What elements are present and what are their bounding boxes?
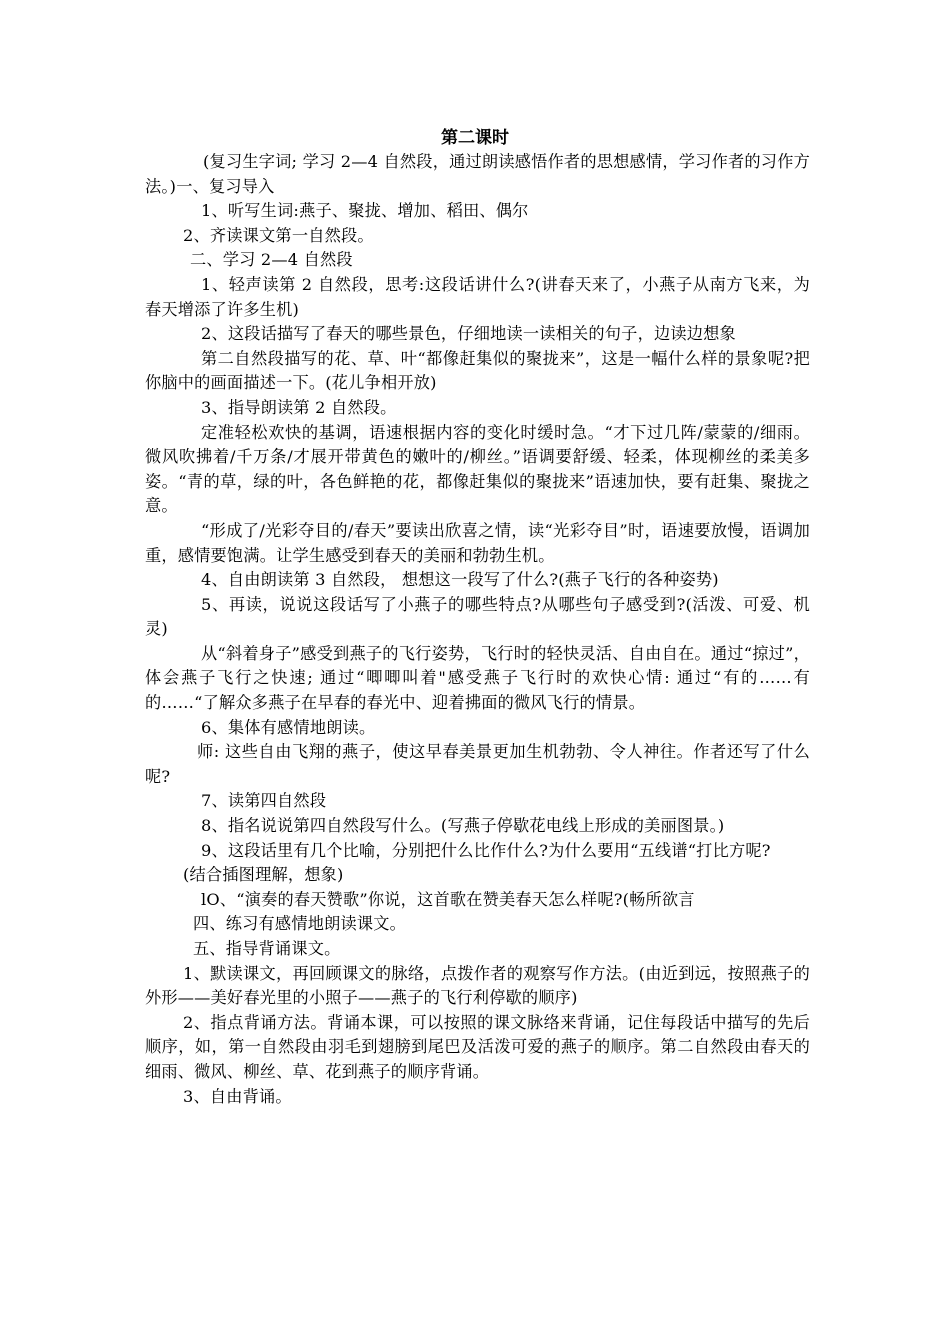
paragraph: 二、学习 2—4 自然段 [190, 250, 353, 270]
paragraph: 5、再读，说说这段话写了小燕子的哪些特点?从哪些句子感受到?(活泼、可爱、机灵) [145, 594, 810, 639]
paragraph: 6、集体有感情地朗读。 [201, 717, 376, 737]
lesson-title: 第二课时 [441, 128, 509, 148]
paragraph: 2、指点背诵方法。背诵本课，可以按照的课文脉络来背诵，记住每段话中描写的先后顺序，如，第一自然段由羽毛到翅膀到尾巴及活泼可爱的燕子的顺序。第二自然段由春天的细雨、微风、柳丝、草、花到燕子的顺序背诵。 [145, 1012, 810, 1081]
paragraph: 从“斜着身子”感受到燕子的飞行姿势，飞行时的轻快灵活、自由自在。通过“掠过”，体会燕子飞行之快速; 通过“唧唧叫着"感受燕子飞行时的欢快心情: 通过“有的……有的……“了解众多燕子在早春的春光中、迎着拂面的微风飞行的情景。 [145, 643, 810, 713]
paragraph: 师: 这些自由飞翔的燕子，使这早春美景更加生机勃勃、令人神往。作者还写了什么呢? [145, 742, 810, 786]
paragraph: lO、“演奏的春天赞歌”你说，这首歌在赞美春天怎么样呢?(畅所欲言 [201, 889, 695, 909]
paragraph: (复习生字词; 学习 2—4 自然段，通过朗读感悟作者的思想感情，学习作者的习作方法。)一、复习导入 [145, 152, 810, 196]
paragraph: 四、练习有感情地朗读课文。 [193, 914, 407, 934]
paragraph: “形成了/光彩夺目的/春天”要读出欣喜之情，读“光彩夺目”时，语速要放慢，语调加重，感情要饱满。让学生感受到春天的美丽和勃勃生机。 [145, 520, 810, 565]
paragraph: 3、自由背诵。 [183, 1086, 292, 1106]
lesson-body [145, 150, 810, 1109]
paragraph: 定准轻松欢快的基调，语速根据内容的变化时缓时急。“才下过几阵/蒙蒙的/细雨。微风吹拂着/千万条/才展开带黄色的嫩叶的/柳丝。”语调要舒缓、轻柔，体现柳丝的柔美多姿。“青的草，绿的叶，各色鲜艳的花，都像赶集似的聚拢来”语速加快，要有赶集、聚拢之意。 [145, 422, 810, 516]
paragraph: (结合插图理解，想象) [183, 865, 344, 885]
paragraph: 4、自由朗读第 3 自然段， 想想这一段写了什么?(燕子飞行的各种姿势) [201, 570, 719, 590]
paragraph: 9、这段话里有几个比喻，分别把什么比作什么?为什么要用“五线谱“打比方呢? [201, 840, 771, 860]
paragraph: 1、听写生词:燕子、聚拢、增加、稻田、偶尔 [201, 201, 529, 221]
paragraph: 五、指导背诵课文。 [193, 939, 341, 958]
paragraph: 2、齐读课文第一自然段。 [183, 225, 374, 245]
paragraph: 1、轻声读第 2 自然段，思考:这段话讲什么?(讲春天来了，小燕子从南方飞来，为春天增添了许多生机) [145, 274, 810, 319]
paragraph: 第二自然段描写的花、草、叶“都像赶集似的聚拢来”，这是一幅什么样的景象呢?把你脑中的画面描述一下。(花儿争相开放) [145, 348, 810, 393]
paragraph: 7、读第四自然段 [201, 791, 327, 811]
paragraph: 2、这段话描写了春天的哪些景色，仔细地读一读相关的句子，边读边想象 [201, 324, 736, 344]
paragraph: 8、指名说说第四自然段写什么。(写燕子停歇花电线上形成的美丽图景。) [201, 816, 725, 836]
paragraph: 1、默读课文，再回顾课文的脉络，点拨作者的观察写作方法。(由近到远，按照燕子的外形——美好春光里的小照子——燕子的飞行利停歇的顺序) [145, 963, 810, 1008]
paragraph: 3、指导朗读第 2 自然段。 [201, 397, 397, 417]
